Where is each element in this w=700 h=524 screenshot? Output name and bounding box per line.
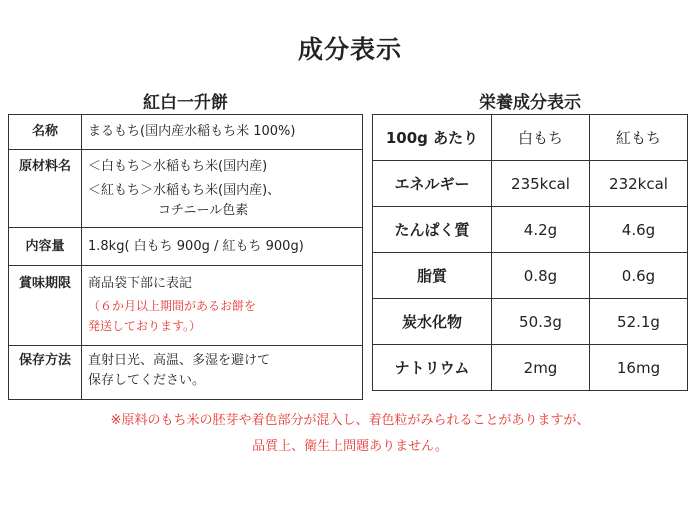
value-line: コチニール色素	[158, 203, 249, 218]
row-value	[82, 115, 363, 150]
product-info-table	[8, 114, 363, 400]
nutrient-label: 炭水化物	[373, 299, 492, 345]
white-mochi-value: 50.3g	[492, 299, 590, 345]
nutrient-label: ナトリウム	[373, 345, 492, 391]
nutrient-label: たんぱく質	[373, 207, 492, 253]
value-line: ＜紅もち＞水稲もち米(国内産)、	[88, 183, 281, 198]
white-mochi-value: 235kcal	[492, 161, 590, 207]
header-cell: 白もち	[492, 115, 590, 161]
nutrition-heading: 栄養成分表示	[479, 93, 581, 113]
disclaimer-line: 品質上、衛生上問題ありません。	[252, 439, 448, 454]
nutrition-header-row	[373, 115, 688, 161]
red-mochi-value: 232kcal	[590, 161, 688, 207]
expiry-note-line: （６か月以上期間があるお餅を	[88, 299, 257, 313]
white-mochi-value: 2mg	[492, 345, 590, 391]
table-row-expiry	[9, 266, 363, 346]
red-mochi-value: 16mg	[590, 345, 688, 391]
header-cell: 100g あたり	[373, 115, 492, 161]
row-value	[82, 266, 363, 346]
value-line: 直射日光、高温、多湿を避けて	[88, 353, 271, 368]
value-line: 保存してください。	[88, 373, 206, 388]
value-line: まるもち(国内産水稲もち米 100%)	[88, 124, 296, 139]
table-row-storage	[9, 346, 363, 400]
value-line: ＜白もち＞水稲もち米(国内産)	[88, 159, 268, 174]
nutrition-row	[373, 299, 688, 345]
nutrition-row	[373, 345, 688, 391]
row-label: 保存方法	[9, 346, 82, 400]
table-row-ingredients	[9, 150, 363, 228]
nutrition-row	[373, 253, 688, 299]
expiry-note-line: 発送しております。）	[88, 319, 202, 333]
white-mochi-value: 4.2g	[492, 207, 590, 253]
red-mochi-value: 4.6g	[590, 207, 688, 253]
red-mochi-value: 52.1g	[590, 299, 688, 345]
row-value	[82, 346, 363, 400]
nutrition-row	[373, 161, 688, 207]
row-label: 名称	[9, 115, 82, 150]
value-line: 1.8kg( 白もち 900g / 紅もち 900g)	[88, 238, 304, 254]
header-cell: 紅もち	[590, 115, 688, 161]
row-label: 賞味期限	[9, 266, 82, 346]
row-label: 内容量	[9, 228, 82, 266]
nutrient-label: 脂質	[373, 253, 492, 299]
white-mochi-value: 0.8g	[492, 253, 590, 299]
red-mochi-value: 0.6g	[590, 253, 688, 299]
nutrition-table	[372, 114, 688, 391]
value-line: 商品袋下部に表記	[88, 276, 193, 291]
row-label: 原材料名	[9, 150, 82, 228]
disclaimer-line: ※原料のもち米の胚芽や着色部分が混入し、着色粒がみられることがありますが、	[110, 413, 590, 428]
nutrient-label: エネルギー	[373, 161, 492, 207]
disclaimer-note	[0, 408, 700, 460]
page-title: 成分表示	[297, 35, 402, 64]
nutrition-row	[373, 207, 688, 253]
row-value	[82, 228, 363, 266]
row-value	[82, 150, 363, 228]
table-row-name	[9, 115, 363, 150]
product-label-heading: 紅白一升餅	[143, 93, 228, 113]
table-row-quantity	[9, 228, 363, 266]
